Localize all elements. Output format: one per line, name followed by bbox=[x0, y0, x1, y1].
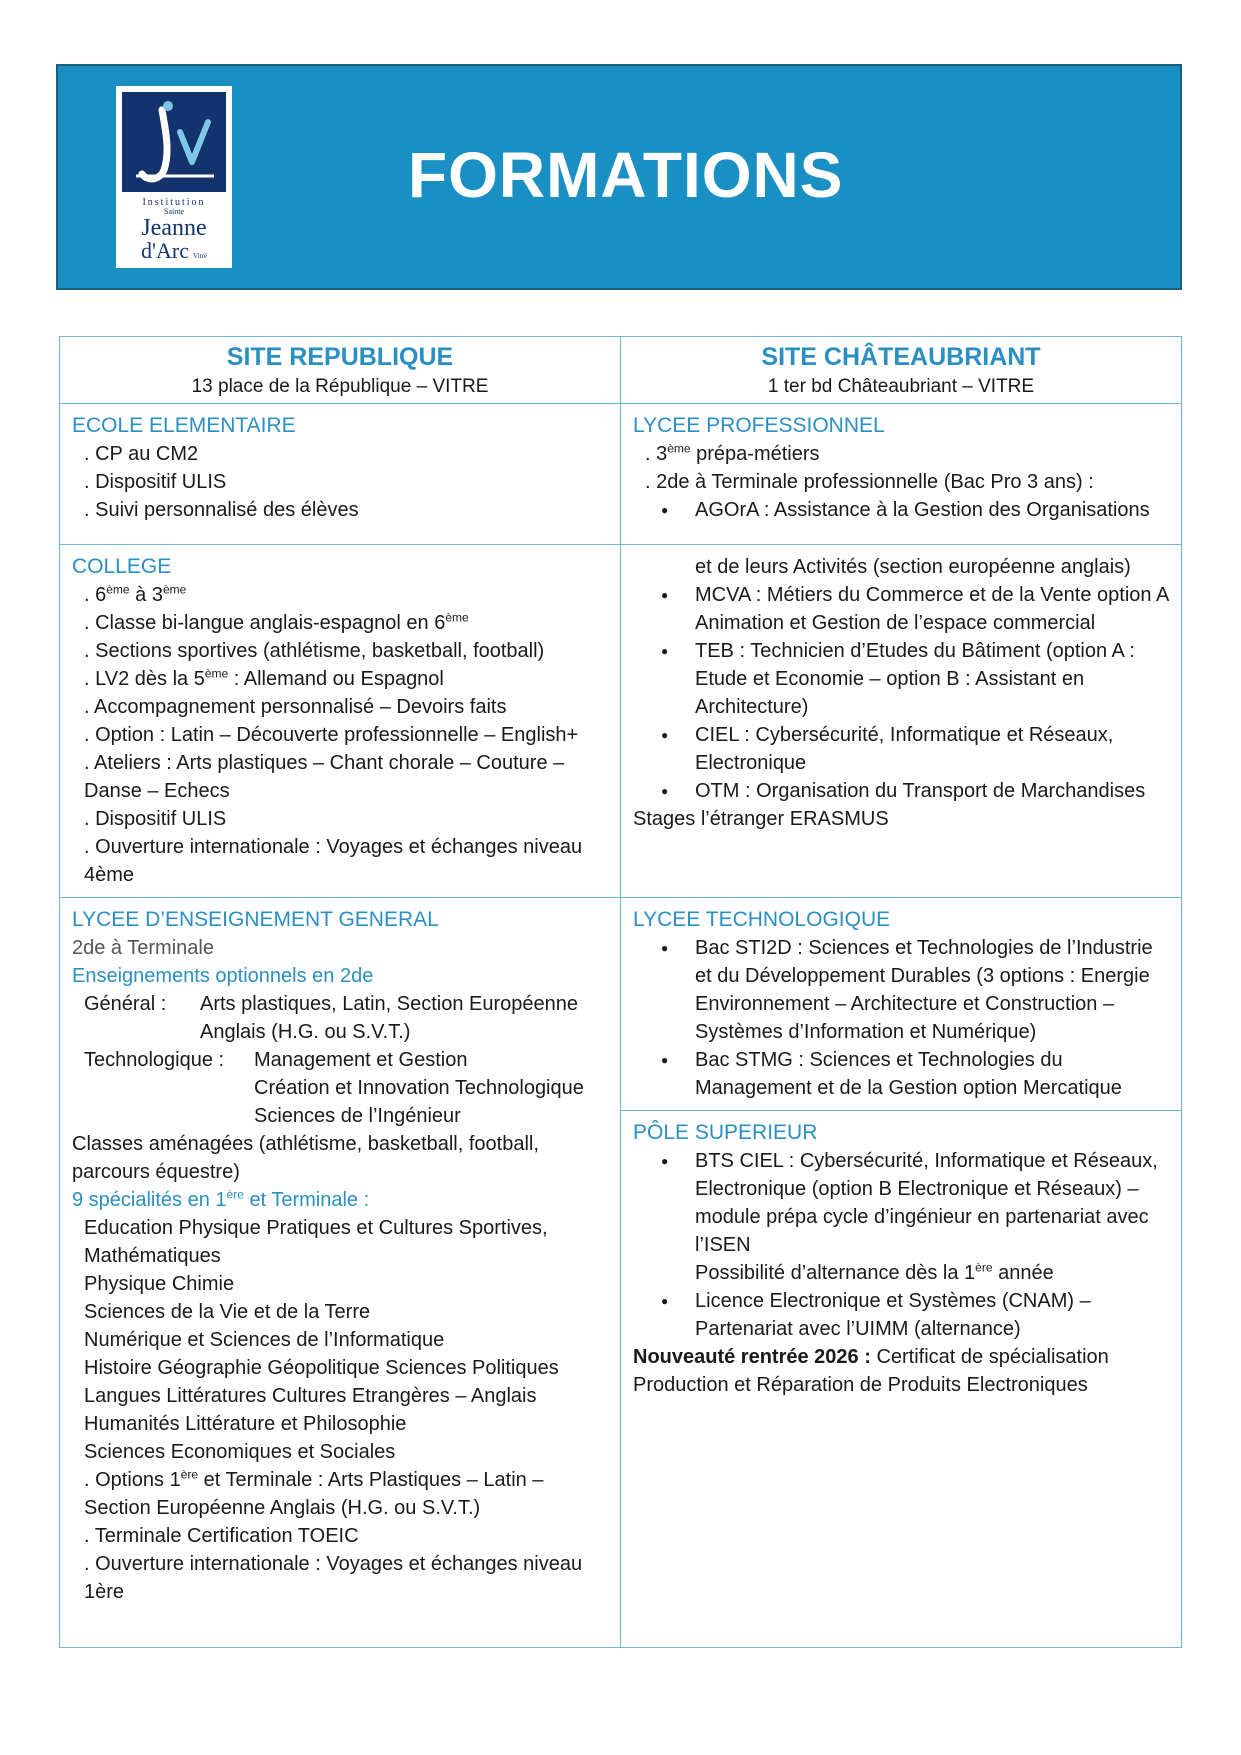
techno-value-2: Création et Innovation Technologique bbox=[254, 1077, 584, 1099]
specialite-item: Langues Littératures Cultures Etrangères – Anglais bbox=[84, 1385, 537, 1407]
sup: ème bbox=[445, 610, 469, 625]
logo-line-4: d'Arc bbox=[141, 238, 189, 263]
general-label: Général : bbox=[84, 993, 167, 1015]
sup: ème bbox=[204, 666, 229, 681]
college-line: . Ouverture internationale : Voyages et échanges niveau bbox=[84, 836, 583, 858]
general-value: Arts plastiques, Latin, Section Européenne bbox=[200, 993, 579, 1015]
specialite-item: Physique Chimie bbox=[84, 1273, 235, 1295]
text: 9 spécialités en 1 bbox=[72, 1189, 227, 1211]
sup: ère bbox=[180, 1467, 199, 1482]
lycee-pro-list-top bbox=[633, 496, 1169, 524]
page-title: FORMATIONS bbox=[408, 139, 844, 211]
ecole-cell bbox=[60, 404, 621, 545]
toeic-line: . Terminale Certification TOEIC bbox=[84, 1525, 359, 1547]
list-item: ● TEB : Technicien d’Etudes du Bâtiment (option A : Etude et Economie – option B : Assistant en Architecture) bbox=[695, 637, 1169, 721]
techno-option-row bbox=[72, 1046, 608, 1074]
lycee-general-cell bbox=[60, 898, 621, 1648]
text: à 3 bbox=[129, 584, 163, 606]
pole-sup-cell bbox=[621, 1111, 1182, 1648]
logo-mark-icon bbox=[122, 92, 226, 192]
lycee-pro-cell-bottom bbox=[621, 545, 1182, 898]
techno-value: Management et Gestion bbox=[254, 1049, 468, 1071]
agora-continued: et de leurs Activités (section européenne anglais) bbox=[695, 556, 1131, 578]
classes-amenagees: Classes aménagées (athlétisme, basketball, football, bbox=[72, 1133, 539, 1155]
logo-line-2: Sainte bbox=[164, 207, 184, 216]
lycee-general-sub: 2de à Terminale bbox=[72, 937, 214, 959]
sup: ème bbox=[106, 582, 130, 597]
list-item: ● MCVA : Métiers du Commerce et de la Vente option A Animation et Gestion de l’espace commercial bbox=[695, 581, 1169, 637]
sup: ème bbox=[162, 582, 187, 597]
college-cell bbox=[60, 545, 621, 898]
lycee-techno-cell bbox=[621, 898, 1182, 1111]
site-chateaubriant-title: SITE CHÂTEAUBRIANT bbox=[761, 343, 1041, 371]
college-line bbox=[72, 609, 608, 637]
lp-l1-post: prépa-métiers bbox=[690, 443, 820, 465]
classes-amenagees-2: parcours équestre) bbox=[72, 1161, 240, 1183]
sup: ère bbox=[975, 1260, 993, 1275]
bts-alternance bbox=[695, 1262, 1054, 1284]
logo-line-1: Institution bbox=[142, 197, 206, 208]
college-line: . Dispositif ULIS bbox=[84, 808, 227, 830]
international-line: . Ouverture internationale : Voyages et échanges niveau bbox=[84, 1553, 583, 1575]
text: . 6 bbox=[84, 584, 107, 606]
college-line: . Option : Latin – Découverte professionnelle – English+ bbox=[84, 724, 579, 746]
sup: ère bbox=[226, 1187, 244, 1202]
lycee-general-options-title: Enseignements optionnels en 2de bbox=[72, 965, 374, 987]
international-line-2: 1ère bbox=[84, 1581, 125, 1603]
list-item: ● CIEL : Cybersécurité, Informatique et Réseaux, Electronique bbox=[695, 721, 1169, 777]
lycee-pro-line-1 bbox=[633, 440, 1169, 468]
sites-header-row bbox=[60, 337, 1182, 404]
ecole-item: . Suivi personnalisé des élèves bbox=[84, 499, 359, 521]
lycee-techno-list bbox=[633, 934, 1169, 1102]
list-item: ● AGOrA : Assistance à la Gestion des Organisations bbox=[695, 496, 1169, 524]
pole-sup-title: PÔLE SUPERIEUR bbox=[633, 1121, 818, 1144]
general-option-row bbox=[72, 990, 608, 1018]
college-line: Danse – Echecs bbox=[84, 780, 230, 802]
lycee-pro-stages: Stages l’étranger ERASMUS bbox=[633, 808, 889, 830]
text: année bbox=[992, 1262, 1054, 1284]
pole-sup-list bbox=[633, 1147, 1169, 1343]
bts-text: BTS CIEL : Cybersécurité, Informatique et Réseaux, Electronique (option B Electronique et Réseaux) – module prépa cycle d’ingénieur en partenariat avec l’ISEN bbox=[695, 1150, 1158, 1256]
college-line: . Ateliers : Arts plastiques – Chant chorale – Couture – bbox=[84, 752, 565, 774]
logo-line-5: Vitré bbox=[192, 252, 207, 260]
ecole-item: . CP au CM2 bbox=[84, 443, 199, 465]
techno-value-3: Sciences de l’Ingénieur bbox=[254, 1105, 461, 1127]
specialite-item: Humanités Littérature et Philosophie bbox=[84, 1413, 407, 1435]
logo-text bbox=[122, 198, 226, 262]
text: . Options 1 bbox=[84, 1469, 181, 1491]
row-ecole-lp bbox=[60, 404, 1182, 545]
text: . Classe bi-langue anglais-espagnol en 6 bbox=[84, 612, 446, 634]
lp-l1-pre: . 3 bbox=[645, 443, 668, 465]
specialite-item: Numérique et Sciences de l’Informatique bbox=[84, 1329, 445, 1351]
nouveaute-line bbox=[633, 1343, 1169, 1399]
lycee-pro-title: LYCEE PROFESSIONNEL bbox=[633, 414, 885, 437]
nouveaute-label: Nouveauté rentrée 2026 : bbox=[633, 1346, 871, 1368]
college-line: . Accompagnement personnalisé – Devoirs faits bbox=[84, 696, 507, 718]
formations-table bbox=[59, 336, 1182, 1648]
college-title: COLLEGE bbox=[72, 555, 172, 578]
text: . LV2 dès la 5 bbox=[84, 668, 205, 690]
site-republique-header bbox=[60, 337, 621, 404]
header-banner bbox=[56, 64, 1182, 290]
specialite-item: Mathématiques bbox=[84, 1245, 221, 1267]
text: et Terminale : Arts Plastiques – Latin – bbox=[198, 1469, 544, 1491]
site-chateaubriant-header bbox=[621, 337, 1182, 404]
specialite-item: Sciences de la Vie et de la Terre bbox=[84, 1301, 371, 1323]
techno-label: Technologique : bbox=[84, 1049, 225, 1071]
ecole-item: . Dispositif ULIS bbox=[84, 471, 227, 493]
site-chateaubriant-address: 1 ter bd Châteaubriant – VITRE bbox=[767, 376, 1035, 397]
nouveaute-text: Certificat de spécialisation Production et Réparation de Produits Electroniques bbox=[633, 1346, 1109, 1396]
options-line-2: Section Européenne Anglais (H.G. ou S.V.T.) bbox=[84, 1497, 481, 1519]
site-republique-address: 13 place de la République – VITRE bbox=[191, 376, 489, 397]
row-college-lp bbox=[60, 545, 1182, 898]
lycee-pro-list bbox=[633, 581, 1169, 805]
specialite-item: Education Physique Pratiques et Cultures Sportives, bbox=[84, 1217, 548, 1239]
college-line: 4ème bbox=[84, 864, 135, 886]
lycee-pro-cell-top bbox=[621, 404, 1182, 545]
site-republique-title: SITE REPUBLIQUE bbox=[226, 343, 454, 371]
logo-line-3: Jeanne bbox=[141, 215, 207, 241]
text: Possibilité d’alternance dès la 1 bbox=[695, 1262, 976, 1284]
lp-l1-sup: ème bbox=[667, 441, 691, 456]
text: et Terminale : bbox=[243, 1189, 370, 1211]
specialite-item: Histoire Géographie Géopolitique Sciences Politiques bbox=[84, 1357, 559, 1379]
row-general-techno bbox=[60, 898, 1182, 1111]
institution-logo bbox=[116, 86, 232, 268]
lycee-general-title: LYCEE D’ENSEIGNEMENT GENERAL bbox=[72, 908, 439, 931]
list-item: ● Bac STI2D : Sciences et Technologies de l’Industrie et du Développement Durables (3 options : Energie Environnement – Architecture et Construction – Systèmes d’Information et Numérique) bbox=[695, 934, 1169, 1046]
list-item: ● Licence Electronique et Systèmes (CNAM) – Partenariat avec l’UIMM (alternance) bbox=[695, 1287, 1169, 1343]
list-item: ● Bac STMG : Sciences et Technologies du Management et de la Gestion option Mercatique bbox=[695, 1046, 1169, 1102]
college-line bbox=[72, 581, 608, 609]
ecole-title: ECOLE ELEMENTAIRE bbox=[72, 414, 296, 437]
list-item: ● OTM : Organisation du Transport de Marchandises bbox=[695, 777, 1169, 805]
specialites-title bbox=[72, 1186, 608, 1214]
text: : Allemand ou Espagnol bbox=[228, 668, 444, 690]
list-item bbox=[695, 1147, 1169, 1287]
lycee-pro-line-2: . 2de à Terminale professionnelle (Bac Pro 3 ans) : bbox=[645, 471, 1094, 493]
college-line bbox=[72, 665, 608, 693]
specialite-item: Sciences Economiques et Sociales bbox=[84, 1441, 396, 1463]
lycee-techno-title: LYCEE TECHNOLOGIQUE bbox=[633, 908, 891, 931]
college-line: . Sections sportives (athlétisme, basketball, football) bbox=[84, 640, 545, 662]
options-line bbox=[72, 1466, 608, 1494]
general-value-2: Anglais (H.G. ou S.V.T.) bbox=[200, 1021, 411, 1043]
